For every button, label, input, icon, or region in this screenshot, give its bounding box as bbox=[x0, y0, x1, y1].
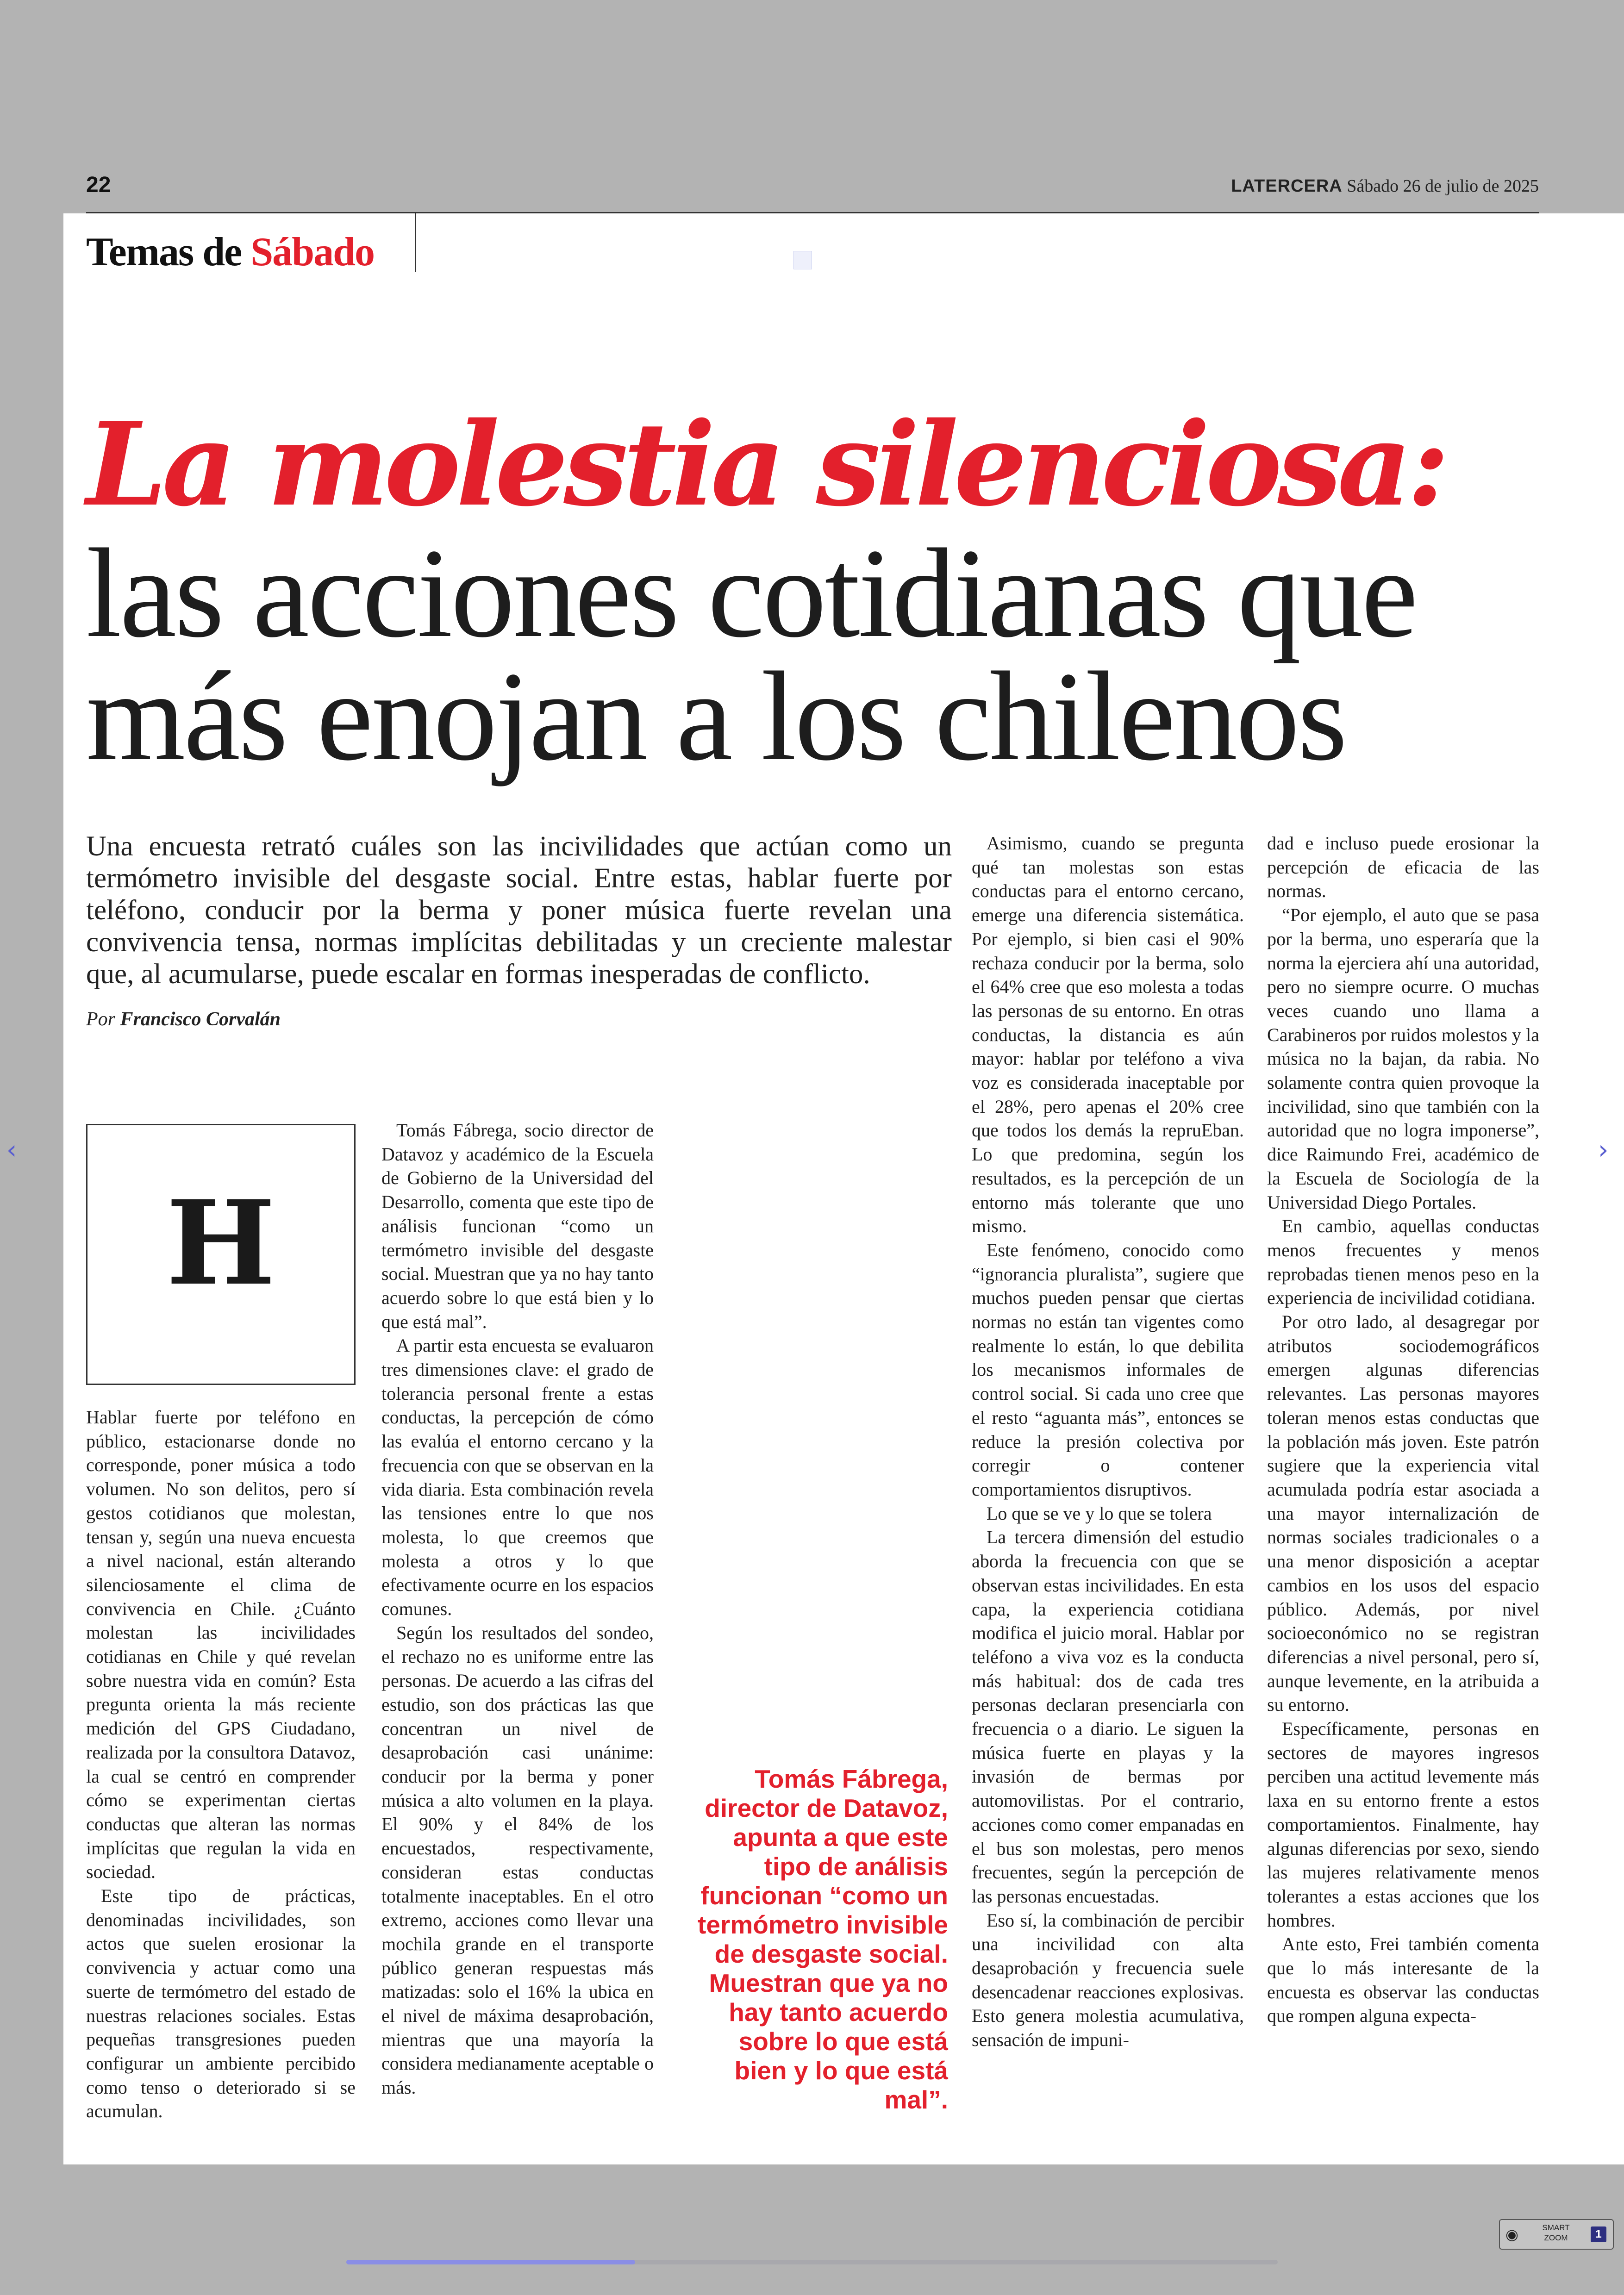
section-title bbox=[86, 229, 374, 275]
byline-author: Francisco Corvalán bbox=[120, 1009, 281, 1030]
next-page-chevron-icon[interactable]: › bbox=[1598, 1135, 1609, 1165]
paragraph: Por otro lado, al desagregar por atributos sociodemográficos emergen algunas diferencias relevantes. Las personas mayores toleran menos estas conductas que la población más joven. Este patrón sugiere que la experiencia vital acumulada podría estar asociada a una mayor internalización de normas sociales tradicionales o a una menor disposición a aceptar cambios en los usos del espacio público. Además, por nivel socioeconómico no se registran diferencias a nivel personal, pero sí, aunque levemente, en la atribuida a su entorno. bbox=[1267, 1311, 1539, 1715]
publication-date: Sábado 26 de julio de 2025 bbox=[1347, 176, 1539, 196]
paragraph: Tomás Fábrega, socio director de Datavoz y académico de la Escuela de Gobierno de la Universidad del Desarrollo, comenta que este tipo de análisis funcionan “como un termómetro invisible del desgaste social. Muestran que ya no hay tanto acuerdo sobre lo que está bien y lo que está mal”. bbox=[381, 1120, 654, 1332]
previous-page-chevron-icon[interactable]: ‹ bbox=[6, 1135, 17, 1165]
header-rule bbox=[86, 212, 1539, 213]
dropcap-letter: H bbox=[166, 1175, 276, 1311]
paragraph: Según los resultados del sondeo, el rechazo no es uniforme entre las personas. De acuerdo a las cifras del estudio, son dos prácticas las que concentran un nivel de desaprobación casi unánime: conducir por la berma y poner música a alto volumen en la playa. El 90% y el 84% de los encuestados, respectivamente, consideran estas conductas totalmente inaceptables. En el otro extremo, acciones como llevar una mochila grande en el transporte público generan respuestas más matizadas: solo el 16% la ubica en el nivel de máxima desaprobación, mientras que una mayoría la considera medianamente aceptable o más. bbox=[381, 1622, 654, 2098]
byline-prefix: Por bbox=[86, 1009, 115, 1030]
body-column-4 bbox=[1267, 831, 1539, 2028]
paragraph: Ante esto, Frei también comenta que lo más interesante de la encuesta es observar las conductas que rompen alguna expecta- bbox=[1267, 1933, 1539, 2027]
headline-black: las acciones cotidianas que más enojan a los chilenos bbox=[86, 522, 1417, 787]
paragraph: Este tipo de prácticas, denominadas incivilidades, son actos que suelen erosionar la convivencia y actuar como una suerte de termómetro del estado de nuestras relaciones sociales. Estas pequeñas transgresiones pueden configurar un ambiente percibido como tenso o deteriorado si se acumulan. bbox=[86, 1885, 356, 2122]
body-column-2 bbox=[381, 1118, 654, 2100]
zoom-level-badge: 1 bbox=[1591, 2226, 1606, 2242]
section-prefix: Temas de bbox=[86, 230, 242, 274]
article-lede: Una encuesta retrató cuáles son las incivilidades que actúan como un termómetro invisible del desgaste social. Entre estas, hablar fuerte por teléfono, conducir por la berma y poner música fuerte revelan una convivencia tensa, normas implícitas debilitadas y un creciente malestar que, al acumularse, puede escalar en formas inesperadas de conflicto. bbox=[86, 831, 952, 990]
eye-icon: ◉ bbox=[1505, 2226, 1518, 2243]
publication-dateline bbox=[1231, 176, 1539, 196]
section-highlight: Sábado bbox=[250, 230, 375, 274]
byline bbox=[86, 1008, 281, 1030]
smart-zoom-label-line1: SMART bbox=[1542, 2223, 1570, 2232]
paragraph: Eso sí, la combinación de percibir una incivilidad con alta desaprobación y frecuencia suele desencadenar reacciones explosivas. Esto genera molestia acumulativa, sensación de impuni- bbox=[972, 1909, 1244, 2051]
paragraph: La tercera dimensión del estudio aborda la frecuencia con que se observan estas incivilidades. En esta capa, la experiencia cotidiana modifica el juicio moral. Hablar por teléfono a viva voz es la conducta más habitual: dos de cada tres personas declaran presenciarla con frecuencia o a diario. Le siguen la música fuerte en playas y la invasión de bermas por automovilistas. Por el contrario, acciones como comer empanadas en el bus son molestas, pero menos frecuentes, según la percepción de las personas encuestadas. bbox=[972, 1527, 1244, 1907]
body-column-3 bbox=[972, 831, 1244, 2052]
page-number: 22 bbox=[86, 173, 111, 197]
paragraph: Este fenómeno, conocido como “ignorancia pluralista”, sugiere que muchos pueden pensar que ciertas normas no están tan vigentes como realmente lo están, lo que debilita los mecanismos informales de control social. Si cada uno cree que el resto “aguanta más”, entonces se reduce la presión colectiva por corregir o contener comportamientos disruptivos. bbox=[972, 1239, 1244, 1500]
paragraph: Específicamente, personas en sectores de mayores ingresos perciben una actitud levemente más laxa en su entorno frente a estos comportamientos. Finalmente, hay algunas diferencias por sexo, siendo las mujeres relativamente menos tolerantes a estas acciones que los hombres. bbox=[1267, 1718, 1539, 1931]
section-divider bbox=[415, 213, 416, 272]
paragraph: Asimismo, cuando se pregunta qué tan molestas son estas conductas para el entorno cercano, emerge una diferencia sistemática. Por ejemplo, si bien casi el 90% rechaza conducir por la berma, solo el 64% cree que eso molesta a todas las personas de su entorno. En otras conductas, la distancia es aún mayor: hablar por teléfono a viva voz es considerada inaceptable por el 28%, pero apenas el 20% cree que todos los demás la repruEban. Lo que predomina, según los resultados, es la percepción de un entorno más tolerante que uno mismo. bbox=[972, 833, 1244, 1237]
subheading: Lo que se ve y lo que se tolera bbox=[987, 1503, 1212, 1524]
paragraph: Hablar fuerte por teléfono en público, estacionarse donde no corresponde, poner música a todo volumen. No son delitos, pero sí gestos cotidianos que molestan, tensan y, según una nueva encuesta a nivel nacional, están alterando silenciosamente el clima de convivencia en Chile. ¿Cuánto molestan las incivilidades cotidianas en Chile y qué revelan sobre nuestra vida en común? Esta pregunta orienta la más reciente medición del GPS Ciudadano, realizada por la consultora Datavoz, la cual se centró en comprender cómo se experimentan ciertas conductas que alteran las normas implícitas que regulan la vida en sociedad. bbox=[86, 1407, 356, 1883]
annotation-marker-icon[interactable] bbox=[793, 251, 812, 269]
body-column-1 bbox=[86, 1405, 356, 2123]
paragraph: A partir esta encuesta se evaluaron tres dimensiones clave: el grado de tolerancia personal frente a estas conductas, la percepción de cómo las evalúa el entorno cercano y la frecuencia con que se observan en la vida diaria. Esta combinación revela las tensiones entre lo que nos molesta, lo que creemos que molesta a otros y lo que efectivamente ocurre en los espacios comunes. bbox=[381, 1335, 654, 1620]
paragraph: En cambio, aquellas conductas menos frecuentes y menos reprobadas tienen menos peso en la experiencia de incivilidad cotidiana. bbox=[1267, 1216, 1539, 1309]
paragraph: “Por ejemplo, el auto que se pasa por la berma, uno esperaría que la norma la ejerciera ahí una autoridad, pero no siempre ocurre. O muchas veces cuando uno llama a Carabineros por ruidos molestos y la música no la bajan, da rabia. No solamente contra quien provoque la incivilidad, sino que también con la autoridad que no logra imponerse”, dice Raimundo Frei, académico de la Escuela de Sociología de la Universidad Diego Portales. bbox=[1267, 904, 1539, 1213]
smart-zoom-label bbox=[1530, 2223, 1581, 2243]
smart-zoom-label-line2: ZOOM bbox=[1544, 2233, 1568, 2242]
page-progress-thumb[interactable] bbox=[346, 2260, 635, 2264]
pull-quote: Tomás Fábrega, director de Datavoz, apunta a que este tipo de análisis funcionan “como un termómetro invisible de desgaste social. Muestran que ya no hay tanto acuerdo sobre lo que está bien y lo que está mal”. bbox=[698, 1765, 948, 2114]
publication-name: LATERCERA bbox=[1231, 176, 1343, 196]
headline-red: La molestia silenciosa: bbox=[86, 397, 1445, 532]
paragraph: dad e incluso puede erosionar la percepción de eficacia de las normas. bbox=[1267, 833, 1539, 902]
